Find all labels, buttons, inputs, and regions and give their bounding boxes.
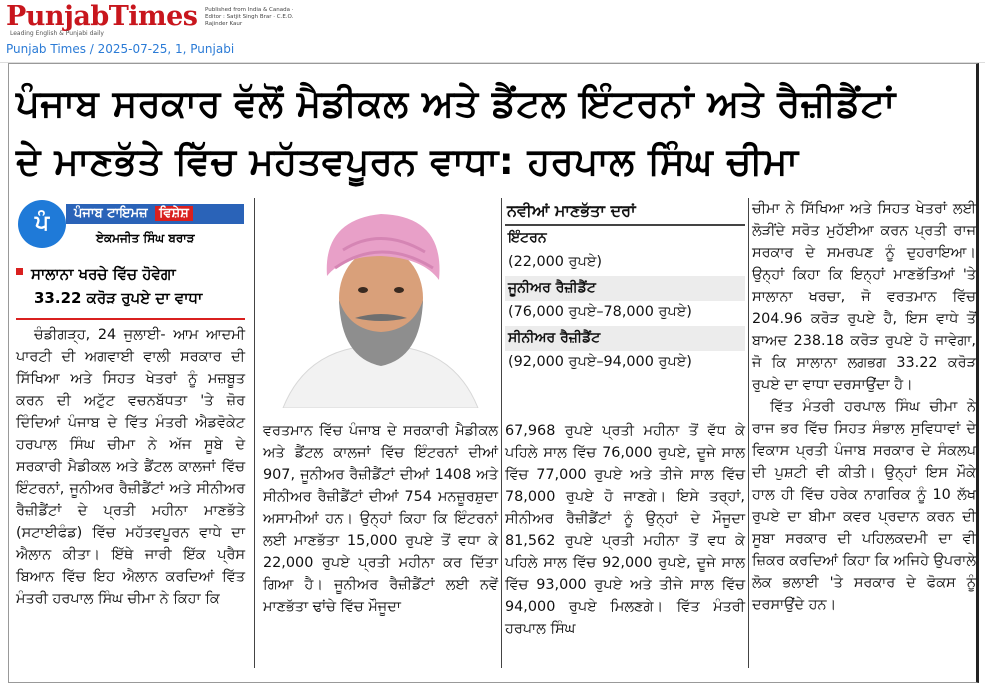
headline-line-1: ਪੰਜਾਬ ਸਰਕਾਰ ਵੱਲੋਂ ਮੈਡੀਕਲ ਅਤੇ ਡੈਂਟਲ ਇੰਟਰਨਾਂ ਅਤੇ ਰੈਜ਼ੀਡੈਂਟਾਂ [16, 82, 896, 125]
masthead-note: Published from India & Canada · Editor : Satjit Singh Brar · C.E.O. Rajinder Kaur [205, 7, 294, 27]
headline-line-2: ਦੇ ਮਾਣਭੱਤੇ ਵਿੱਚ ਮਹੱਤਵਪੂਰਨ ਵਾਧਾ: ਹਰਪਾਲ ਸਿੰਘ ਚੀਮਾ [16, 140, 799, 183]
column-divider [254, 198, 255, 668]
site-logo[interactable]: PunjabTimes [6, 1, 198, 32]
rate-label: ਸੀਨੀਅਰ ਰੈਜ਼ੀਡੈਂਟ [505, 326, 745, 351]
highlight-line-1: ਸਾਲਾਨਾ ਖਰਚੇ ਵਿੱਚ ਹੋਵੇਗਾ [31, 265, 176, 283]
portrait-image [263, 198, 498, 408]
special-report-tag [16, 198, 245, 256]
rate-value: (22,000 ਰੁਪਏ) [508, 254, 602, 270]
byline-author: ਏਕਮਜੀਤ ਸਿੰਘ ਬਰਾੜ [96, 231, 195, 245]
highlight-line-2: 33.22 ਕਰੋੜ ਰੁਪਏ ਦਾ ਵਾਧਾ [34, 289, 203, 307]
rate-item [505, 226, 745, 276]
highlight-divider [16, 318, 245, 320]
article-column-2 [263, 420, 498, 618]
article-column-1 [16, 324, 245, 610]
punjab-times-emblem-icon: ਪੰ [18, 200, 66, 248]
stipend-rates-box [505, 198, 745, 376]
rate-item [505, 326, 745, 376]
paragraph: ਵਿੱਤ ਮੰਤਰੀ ਹਰਪਾਲ ਸਿੰਘ ਚੀਮਾ ਨੇ ਰਾਜ ਭਰ ਵਿੱਚ ਸਿਹਤ ਸੰਭਾਲ ਸੁਵਿਧਾਵਾਂ ਦੇ ਵਿਕਾਸ ਪ੍ਰਤੀ ਪੰਜਾਬ ਸਰਕਾਰ ਦੇ ਸੰਕਲਪ ਦੀ ਪੁਸ਼ਟੀ ਵੀ ਕੀਤੀ। ਉਨ੍ਹਾਂ ਇਸ ਮੌਕੇ ਹਾਲ ਹੀ ਵਿੱਚ ਹਰੇਕ ਨਾਗਰਿਕ ਨੂੰ 10 ਲੱਖ ਰੁਪਏ ਦਾ ਬੀਮਾ ਕਵਰ ਪ੍ਰਦਾਨ ਕਰਨ ਦੀ ਸੂਬਾ ਸਰਕਾਰ ਦੀ ਪਹਿਲਕਦਮੀ ਦਾ ਵੀ ਜ਼ਿਕਰ ਕਰਦਿਆਂ ਕਿਹਾ ਕਿ ਅਜਿਹੇ ਉਪਰਾਲੇ ਲੋਕ ਭਲਾਈ 'ਤੇ ਸਰਕਾਰ ਦੇ ਫੋਕਸ ਨੂੰ ਦਰਸਾਉਂਦੇ ਹਨ। [752, 399, 976, 613]
tag-banner [66, 204, 244, 224]
paragraph: 67,968 ਰੁਪਏ ਪ੍ਰਤੀ ਮਹੀਨਾ ਤੋਂ ਵੱਧ ਕੇ ਪਹਿਲੇ ਸਾਲ ਵਿੱਚ 76,000 ਰੁਪਏ, ਦੂਜੇ ਸਾਲ ਵਿੱਚ 77,000 ਰੁਪਏ ਅਤੇ ਤੀਜੇ ਸਾਲ ਵਿੱਚ 78,000 ਰੁਪਏ ਹੋ ਜਾਣਗੇ। ਇਸੇ ਤਰ੍ਹਾਂ, ਸੀਨੀਅਰ ਰੈਜ਼ੀਡੈਂਟਾਂ ਨੂੰ ਉਨ੍ਹਾਂ ਦੇ ਮੌਜੂਦਾ 81,562 ਰੁਪਏ ਪ੍ਰਤੀ ਮਹੀਨਾ ਤੋਂ ਵਧ ਕੇ ਪਹਿਲੇ ਸਾਲ ਵਿੱਚ 92,000 ਰੁਪਏ, ਦੂਜੇ ਸਾਲ ਵਿੱਚ 93,000 ਰੁਪਏ ਅਤੇ ਤੀਜੇ ਸਾਲ ਵਿੱਚ 94,000 ਰੁਪਏ ਮਿਲਣਗੇ। ਵਿੱਤ ਮੰਤਰੀ ਹਰਪਾਲ ਸਿੰਘ [505, 423, 745, 637]
minister-photo [263, 198, 498, 408]
edition-link[interactable]: Punjab Times / 2025-07-25, 1, Punjabi [6, 42, 235, 56]
article-headline [16, 75, 966, 191]
column-divider [501, 198, 502, 668]
tag-special-label: ਵਿਸ਼ੇਸ਼ [155, 206, 193, 221]
article-column-3 [505, 420, 745, 640]
rate-item [505, 276, 745, 326]
rate-value: (92,000 ਰੁਪਏ–94,000 ਰੁਪਏ) [508, 354, 692, 370]
tag-paper-name: ਪੰਜਾਬ ਟਾਇਮਜ਼ [74, 206, 148, 221]
highlight-box [16, 262, 245, 310]
masthead [0, 0, 985, 38]
edition-breadcrumb [0, 38, 985, 63]
column-divider [748, 198, 749, 668]
rate-label: ਇੰਟਰਨ [508, 230, 547, 246]
article-column-4 [752, 198, 976, 616]
paragraph: ਚੀਮਾ ਨੇ ਸਿੱਖਿਆ ਅਤੇ ਸਿਹਤ ਖੇਤਰਾਂ ਲਈ ਲੋੜੀਂਦੇ ਸਰੋਤ ਮੁਹੱਈਆ ਕਰਨ ਪ੍ਰਤੀ ਰਾਜ ਸਰਕਾਰ ਦੇ ਸਮਰਪਣ ਨੂੰ ਦੁਹਰਾਇਆ। ਉਨ੍ਹਾਂ ਕਿਹਾ ਕਿ ਇਨ੍ਹਾਂ ਮਾਣਭੱਤਿਆਂ 'ਤੇ ਸਾਲਾਨਾ ਖਰਚਾ, ਜੋ ਵਰਤਮਾਨ ਵਿੱਚ 204.96 ਕਰੋੜ ਰੁਪਏ ਹੈ, ਇਸ ਵਾਧੇ ਤੋਂ ਬਾਅਦ 238.18 ਕਰੋੜ ਰੁਪਏ ਹੋ ਜਾਵੇਗਾ, ਜੋ ਕਿ ਸਾਲਾਨਾ ਲਗਭਗ 33.22 ਕਰੋੜ ਰੁਪਏ ਦਾ ਵਾਧਾ ਦਰਸਾਉਂਦਾ ਹੈ। [752, 201, 976, 393]
paragraph: ਚੰਡੀਗੜ੍ਹ, 24 ਜੁਲਾਈ- ਆਮ ਆਦਮੀ ਪਾਰਟੀ ਦੀ ਅਗਵਾਈ ਵਾਲੀ ਸਰਕਾਰ ਦੀ ਸਿੱਖਿਆ ਅਤੇ ਸਿਹਤ ਖੇਤਰਾਂ ਨੂੰ ਮਜ਼ਬੂਤ ਕਰਨ ਦੀ ਅਟੁੱਟ ਵਚਨਬੱਧਤਾ 'ਤੇ ਜ਼ੋਰ ਦਿੰਦਿਆਂ ਪੰਜਾਬ ਦੇ ਵਿੱਤ ਮੰਤਰੀ ਐਡਵੋਕੇਟ ਹਰਪਾਲ ਸਿੰਘ ਚੀਮਾ ਨੇ ਅੱਜ ਸੂਬੇ ਦੇ ਸਰਕਾਰੀ ਮੈਡੀਕਲ ਅਤੇ ਡੈਂਟਲ ਕਾਲਜਾਂ ਵਿੱਚ ਇੰਟਰਨਾਂ, ਜੂਨੀਅਰ ਰੈਜ਼ੀਡੈਂਟਾਂ ਅਤੇ ਸੀਨੀਅਰ ਰੈਜ਼ੀਡੈਂਟਾਂ ਦੇ ਪ੍ਰਤੀ ਮਹੀਨਾ ਮਾਣਭੱਤੇ (ਸਟਾਈਫੰਡ) ਵਿੱਚ ਮਹੱਤਵਪੂਰਨ ਵਾਧੇ ਦਾ ਐਲਾਨ ਕੀਤਾ। ਇੱਥੇ ਜਾਰੀ ਇੱਕ ਪ੍ਰੈਸ ਬਿਆਨ ਵਿੱਚ ਇਹ ਐਲਾਨ ਕਰਦਿਆਂ ਵਿੱਤ ਮੰਤਰੀ ਹਰਪਾਲ ਸਿੰਘ ਚੀਮਾ ਨੇ ਕਿਹਾ ਕਿ [16, 327, 245, 607]
bullet-icon [16, 268, 23, 275]
paragraph: ਵਰਤਮਾਨ ਵਿੱਚ ਪੰਜਾਬ ਦੇ ਸਰਕਾਰੀ ਮੈਡੀਕਲ ਅਤੇ ਡੈਂਟਲ ਕਾਲਜਾਂ ਵਿੱਚ ਇੰਟਰਨਾਂ ਦੀਆਂ 907, ਜੂਨੀਅਰ ਰੈਜ਼ੀਡੈਂਟਾਂ ਦੀਆਂ 1408 ਅਤੇ ਸੀਨੀਅਰ ਰੈਜ਼ੀਡੈਂਟਾਂ ਦੀਆਂ 754 ਮਨਜ਼ੂਰਸ਼ੁਦਾ ਅਸਾਮੀਆਂ ਹਨ। ਉਨ੍ਹਾਂ ਕਿਹਾ ਕਿ ਇੰਟਰਨਾਂ ਲਈ ਮਾਣਭੱਤਾ 15,000 ਰੁਪਏ ਤੋਂ ਵਧਾ ਕੇ 22,000 ਰੁਪਏ ਪ੍ਰਤੀ ਮਹੀਨਾ ਕਰ ਦਿੱਤਾ ਗਿਆ ਹੈ। ਜੂਨੀਅਰ ਰੈਜ਼ੀਡੈਂਟਾਂ ਲਈ ਨਵੇਂ ਮਾਣਭੱਤਾ ਢਾਂਚੇ ਵਿੱਚ ਮੌਜੂਦਾ [263, 423, 498, 615]
rate-label: ਜੂਨੀਅਰ ਰੈਜ਼ੀਡੈਂਟ [505, 276, 745, 301]
site-tagline: Leading English & Punjabi daily [10, 30, 104, 37]
rate-value: (76,000 ਰੁਪਏ–78,000 ਰੁਪਏ) [508, 304, 692, 320]
rates-title: ਨਵੀਆਂ ਮਾਣਭੱਤਾ ਦਰਾਂ [505, 198, 745, 226]
